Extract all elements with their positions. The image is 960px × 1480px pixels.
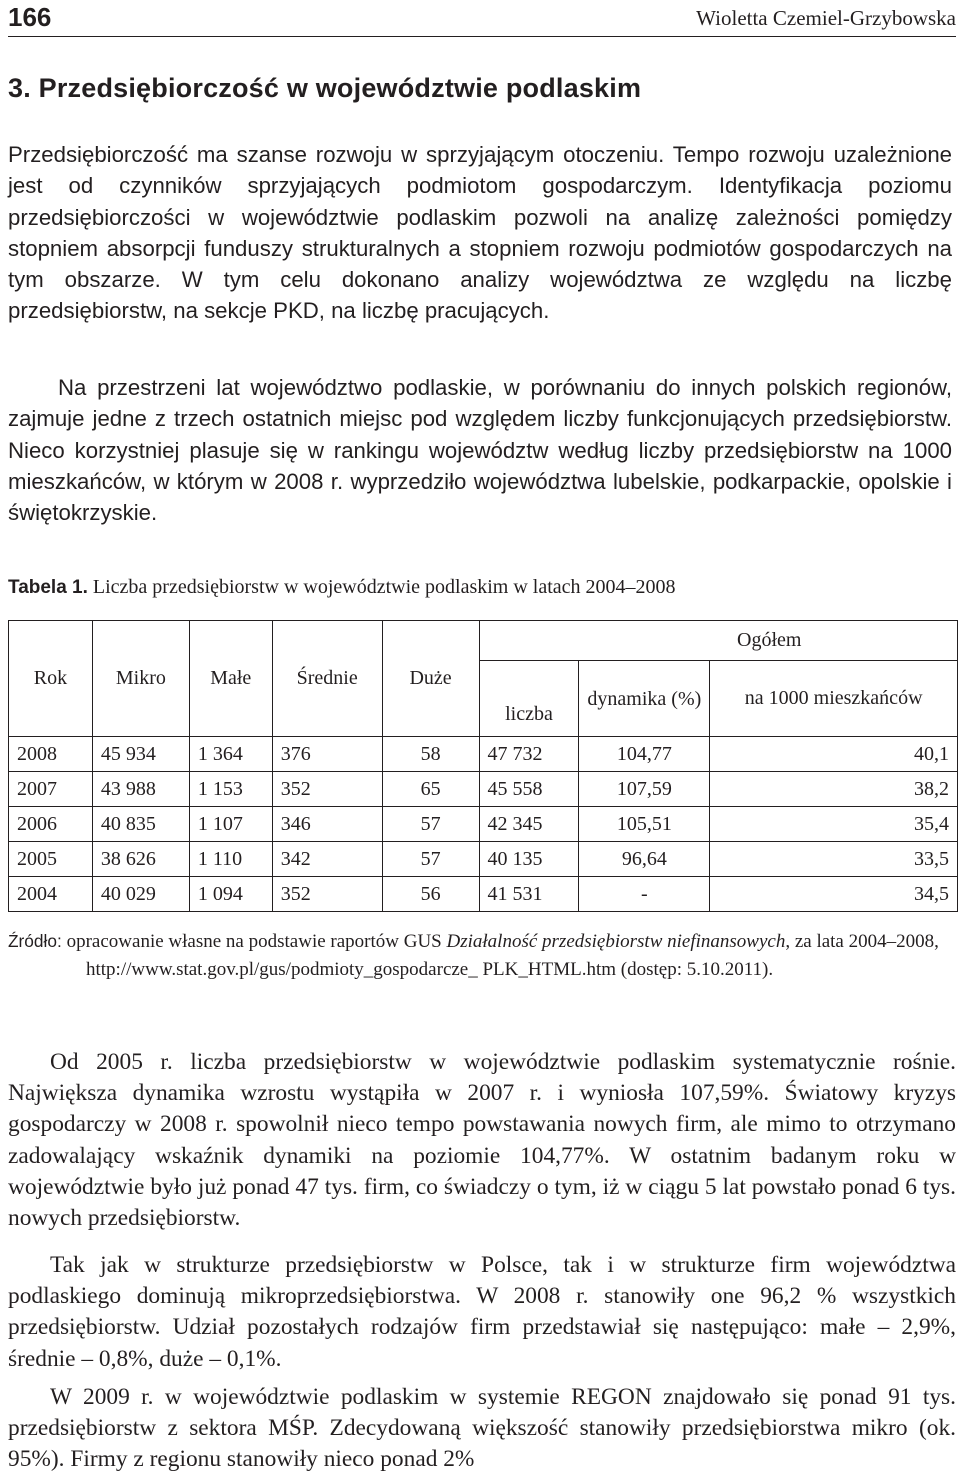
author-name: Wioletta Czemiel-Grzybowska bbox=[696, 6, 956, 30]
enterprises-table bbox=[8, 620, 958, 912]
header-duze: Duże bbox=[382, 621, 479, 737]
section-heading: 3. Przedsiębiorczość w województwie podlaskim bbox=[8, 73, 642, 103]
table-caption-text: Liczba przedsiębiorstw w województwie podlaskim w latach 2004–2008 bbox=[92, 576, 676, 598]
cell-liczba: 40 135 bbox=[479, 842, 579, 877]
cell-duze: 65 bbox=[382, 772, 479, 807]
cell-na-1000: 35,4 bbox=[710, 807, 958, 842]
cell-srednie: 376 bbox=[272, 737, 382, 772]
header-srednie: Średnie bbox=[272, 621, 382, 737]
cell-mikro: 40 835 bbox=[92, 807, 189, 842]
cell-rok: 2007 bbox=[9, 772, 93, 807]
cell-mikro: 45 934 bbox=[92, 737, 189, 772]
cell-liczba: 47 732 bbox=[479, 737, 579, 772]
header-liczba: liczba bbox=[479, 661, 579, 737]
source-text-before: opracowanie własne na podstawie raportów GUS bbox=[66, 931, 447, 952]
header-ogolem: Ogółem bbox=[479, 621, 957, 661]
cell-male: 1 094 bbox=[189, 877, 272, 912]
cell-dynamika: - bbox=[579, 877, 710, 912]
cell-dynamika: 107,59 bbox=[579, 772, 710, 807]
cell-rok: 2008 bbox=[9, 737, 93, 772]
table-row bbox=[9, 877, 958, 912]
table-caption-label: Tabela 1. bbox=[8, 577, 88, 598]
cell-duze: 57 bbox=[382, 842, 479, 877]
cell-na-1000: 40,1 bbox=[710, 737, 958, 772]
cell-rok: 2004 bbox=[9, 877, 93, 912]
cell-dynamika: 96,64 bbox=[579, 842, 710, 877]
header-male: Małe bbox=[189, 621, 272, 737]
cell-male: 1 107 bbox=[189, 807, 272, 842]
cell-dynamika: 104,77 bbox=[579, 737, 710, 772]
cell-liczba: 41 531 bbox=[479, 877, 579, 912]
header-dynamika: dynamika (%) bbox=[579, 661, 710, 737]
header-mikro: Mikro bbox=[92, 621, 189, 737]
cell-na-1000: 33,5 bbox=[710, 842, 958, 877]
paragraph-2: Na przestrzeni lat województwo podlaskie, w porównaniu do innych polskich regionów, zajmuje jedne z trzech ostatnich miejsc pod względem liczby funkcjonujących przedsiębiorstw. Nieco korzystniej plasuje się w rankingu województw według liczby przedsiębiorstw na 1000 mieszkańców, w którym w 2008 r. wyprzedziło województwa lubelskie, podkarpackie, opolskie i świętokrzyskie. bbox=[8, 375, 952, 526]
cell-duze: 56 bbox=[382, 877, 479, 912]
source-italic-title: Działalność przedsiębiorstw niefinansowych bbox=[446, 931, 786, 952]
table-row bbox=[9, 842, 958, 877]
paragraph-1: Przedsiębiorczość ma szanse rozwoju w sprzyjającym otoczeniu. Tempo rozwoju uzależnione jest od czynników sprzyjających podmiotom gospodarczym. Identyfikacja poziomu przedsiębiorczości w województwie podlaskim pozwoli na analizę zależności pomiędzy stopniem absorpcji funduszy strukturalnych a stopniem rozwoju podmiotów gospodarczych na tym obszarze. W tym celu dokonano analizy województwa ze względu na liczbę przedsiębiorstw, na sekcje PKD, na liczbę pracujących. bbox=[8, 142, 952, 324]
paragraph-3: Od 2005 r. liczba przedsiębiorstw w województwie podlaskim systematycznie rośnie. Największa dynamika wzrostu wystąpiła w 2007 r. i wyniosła 107,59%. Światowy kryzys gospodarczy w 2008 r. spowolnił nieco tempo powstawania nowych firm, ale mimo to otrzymano zadowalający wskaźnik dynamiki na poziomie 104,77%. W ostatnim badanym roku w województwie było już ponad 47 tys. firm, co świadczy o tym, iż w ciągu 5 lat powstało ponad 6 tys. nowych przedsiębiorstw. bbox=[8, 1049, 956, 1232]
cell-dynamika: 105,51 bbox=[579, 807, 710, 842]
cell-duze: 58 bbox=[382, 737, 479, 772]
source-label: Źródło: bbox=[8, 931, 62, 951]
paragraph-5: W 2009 r. w województwie podlaskim w systemie REGON znajdowało się ponad 91 tys. przedsiębiorstw z sektora MŚP. Zdecydowaną większość stanowiły przedsiębiorstwa mikro (ok. 95%). Firmy z regionu stanowiły nieco ponad 2% bbox=[8, 1384, 956, 1473]
cell-duze: 57 bbox=[382, 807, 479, 842]
cell-srednie: 352 bbox=[272, 772, 382, 807]
page-number: 166 bbox=[8, 2, 52, 32]
paragraph-4: Tak jak w strukturze przedsiębiorstw w Polsce, tak i w strukturze firm województwa podlaskiego dominują mikroprzedsiębiorstwa. W 2008 r. stanowiły one 96,2 % wszystkich przedsiębiorstw. Udział pozostałych rodzajów firm przedstawiał się następująco: małe – 2,9%, średnie – 0,8%, duże – 0,1%. bbox=[8, 1252, 956, 1372]
header-na-1000: na 1000 mieszkańców bbox=[710, 661, 958, 737]
cell-mikro: 43 988 bbox=[92, 772, 189, 807]
cell-rok: 2006 bbox=[9, 807, 93, 842]
cell-male: 1 153 bbox=[189, 772, 272, 807]
cell-rok: 2005 bbox=[9, 842, 93, 877]
cell-srednie: 352 bbox=[272, 877, 382, 912]
cell-liczba: 45 558 bbox=[479, 772, 579, 807]
table-body bbox=[9, 737, 958, 912]
table-row bbox=[9, 772, 958, 807]
running-header bbox=[8, 0, 956, 37]
cell-mikro: 40 029 bbox=[92, 877, 189, 912]
cell-mikro: 38 626 bbox=[92, 842, 189, 877]
header-rok: Rok bbox=[9, 621, 93, 737]
table-caption bbox=[8, 573, 676, 602]
cell-srednie: 346 bbox=[272, 807, 382, 842]
table-source-note bbox=[8, 928, 952, 983]
table-row bbox=[9, 737, 958, 772]
cell-na-1000: 38,2 bbox=[710, 772, 958, 807]
cell-male: 1 110 bbox=[189, 842, 272, 877]
source-text-after: , za lata 2004–2008, http://www.stat.gov.pl/gus/podmioty_gospodarcze_ PLK_HTML.htm (dostęp: 5.10.2011). bbox=[86, 931, 939, 980]
table-row bbox=[9, 807, 958, 842]
cell-liczba: 42 345 bbox=[479, 807, 579, 842]
cell-na-1000: 34,5 bbox=[710, 877, 958, 912]
cell-male: 1 364 bbox=[189, 737, 272, 772]
cell-srednie: 342 bbox=[272, 842, 382, 877]
